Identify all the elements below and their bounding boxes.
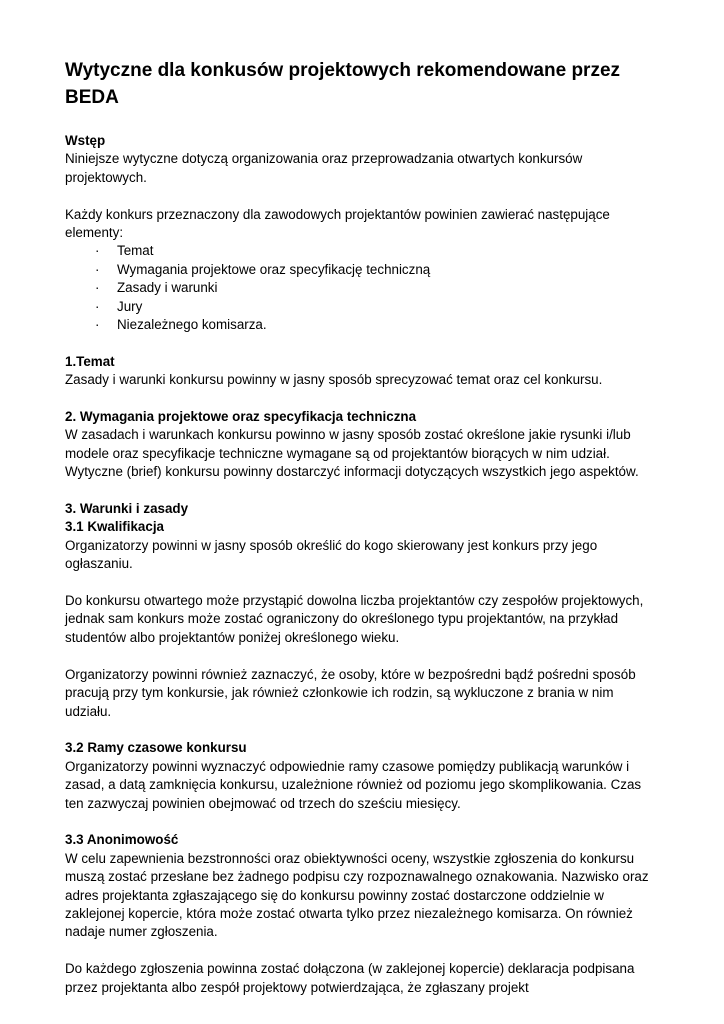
bullet-marker: · xyxy=(95,298,100,314)
section-heading-3-2-ramy-czasowe: 3.2 Ramy czasowe konkursu xyxy=(65,740,247,756)
document-title: Wytyczne dla konkusów projektowych rekomendowane przez BEDA xyxy=(65,60,621,108)
section-heading-3-3-anonimowosc: 3.3 Anonimowość xyxy=(65,832,179,848)
section-heading-3-warunki: 3. Warunki i zasady xyxy=(65,501,189,517)
list-item xyxy=(65,298,659,316)
paragraph-intro-2: Każdy konkurs przeznaczony dla zawodowych projektantów powinien zawierać następujące elementy: xyxy=(65,206,610,241)
list-item xyxy=(65,242,659,260)
paragraph-intro-1: Niniejsze wytyczne dotyczą organizowania oraz przeprowadzania otwartych konkursów projektowych. xyxy=(65,151,583,185)
paragraph-s2-1: W zasadach i warunkach konkursu powinno w jasny sposób zostać określone jakie rysunki i/lub modele oraz specyfikacje techniczne wymagane są od projektantów biorących w nim udział. Wytyczne (brief) konkursu powinny dostarczyć informacji dotyczących wszystkich jego aspektów. xyxy=(65,427,639,480)
list-item xyxy=(65,316,659,334)
paragraph-s31-3: Organizatorzy powinni również zaznaczyć, że osoby, które w bezpośredni bądź pośredni sposób pracują przy tym konkursie, jak również członkowie ich rodzin, są wykluczone z brania w nim udziału. xyxy=(65,666,636,719)
list-item-text: Niezależnego komisarza. xyxy=(117,317,267,333)
bullet-marker: · xyxy=(95,261,100,277)
paragraph-s33-1: W celu zapewnienia bezstronności oraz obiektywności oceny, wszystkie zgłoszenia do konkursu muszą zostać przesłane bez żadnego podpisu czy rozpoznawalnego oznakowania. Nazwisko oraz adres projektanta zgłaszającego się do konkursu powinny zostać dostarczone oddzielnie w zaklejonej kopercie, która może zostać otwarta tylko przez niezależnego komisarza. On również nadaje numer zgłoszenia. xyxy=(65,850,649,940)
list-item-text: Zasady i warunki xyxy=(117,280,218,296)
section-heading-1-temat: 1.Temat xyxy=(65,353,115,369)
paragraph-s31-1: Organizatorzy powinni w jasny sposób określić do kogo skierowany jest konkurs przy jego ogłaszaniu. xyxy=(65,537,598,572)
bullet-marker: · xyxy=(95,280,100,296)
list-item xyxy=(65,279,659,297)
list-item-text: Jury xyxy=(117,298,143,314)
paragraph-s33-2: Do każdego zgłoszenia powinna zostać dołączona (w zaklejonej kopercie) deklaracja podpisana przez projektanta albo zespół projektowy potwierdzająca, że zgłaszany projekt xyxy=(65,961,635,995)
bullet-marker: · xyxy=(95,317,100,333)
list-item-text: Temat xyxy=(117,243,154,259)
list-item-text: Wymagania projektowe oraz specyfikację techniczną xyxy=(117,261,431,277)
paragraph-s32-1: Organizatorzy powinni wyznaczyć odpowiednie ramy czasowe pomiędzy publikacją warunków i zasad, a datą zamknięcia konkursu, uzależnione również od poziomu jego skomplikowania. Czas ten zazwyczaj powinien obejmować od trzech do sześciu miesięcy. xyxy=(65,758,642,811)
paragraph-s31-2: Do konkursu otwartego może przystąpić dowolna liczba projektantów czy zespołów projektowych, jednak sam konkurs może zostać ograniczony do określonego typu projektantów, na przykład studentów albo projektantów poniżej określonego wieku. xyxy=(65,593,644,645)
section-heading-wstep: Wstęp xyxy=(65,133,106,148)
bullet-list xyxy=(65,242,659,334)
paragraph-s1-1: Zasady i warunki konkursu powinny w jasny sposób sprecyzować temat oraz cel konkursu. xyxy=(65,372,603,388)
document-body xyxy=(65,58,659,997)
section-heading-2-wymagania: 2. Wymagania projektowe oraz specyfikacja techniczna xyxy=(65,409,417,425)
list-item xyxy=(65,261,659,279)
bullet-marker: · xyxy=(95,243,100,259)
section-heading-3-1-kwalifikacja: 3.1 Kwalifikacja xyxy=(65,519,164,535)
